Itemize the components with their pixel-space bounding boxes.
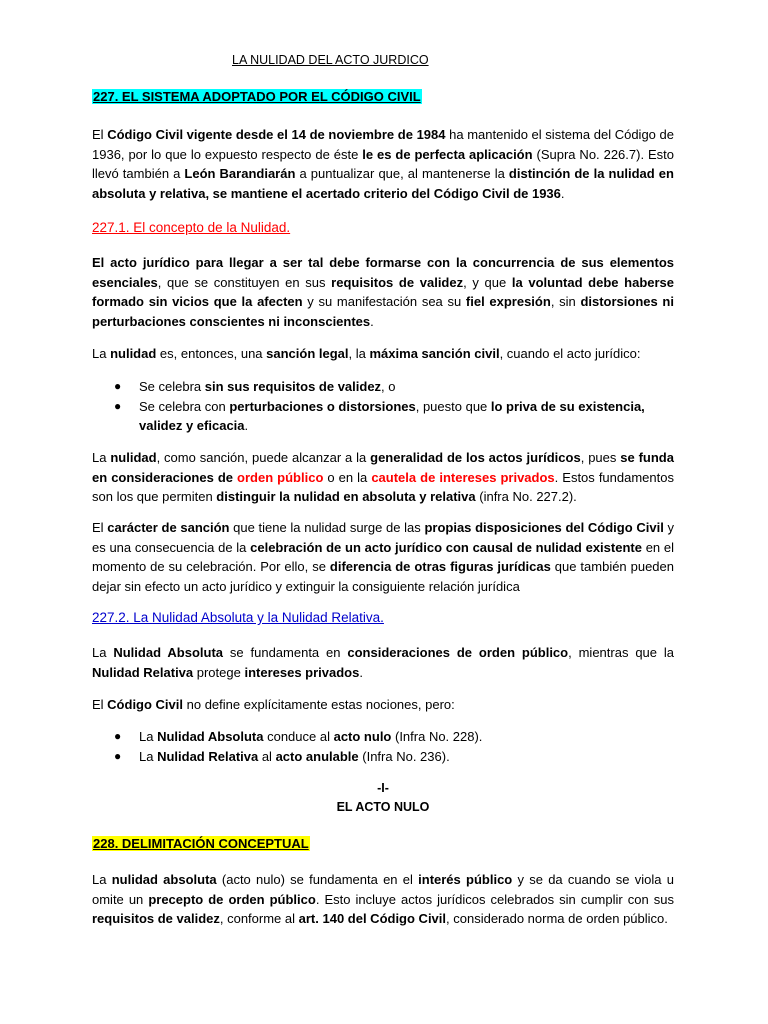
text: se fundamenta en (223, 645, 348, 660)
paragraph-codigo-civil (92, 125, 674, 203)
list-item (92, 397, 674, 436)
text: La (92, 450, 111, 465)
bold-text: Código Civil vigente desde el 14 de noviembre de 1984 (107, 127, 446, 142)
bold-text: diferencia de otras figuras jurídicas (329, 559, 551, 574)
bold-text: propias disposiciones del Código Civil (424, 520, 664, 535)
paragraph-no-define (92, 695, 674, 715)
red-text: cautela de intereses privados (371, 469, 555, 485)
text: , pues (580, 450, 621, 465)
section-heading-227-1: 227.1. El concepto de la Nulidad. (92, 220, 291, 235)
text: . (244, 418, 249, 433)
text: que tiene la nulidad surge de las (229, 520, 425, 535)
bold-text: interés público (418, 872, 513, 887)
text: . (359, 664, 363, 680)
text: , la (348, 346, 370, 361)
section-heading-227: 227. EL SISTEMA ADOPTADO POR EL CÓDIGO CIVIL (93, 89, 421, 104)
bold-text: precepto de orden público (148, 891, 316, 907)
bold-text: la voluntad debe haberse formado sin vicios que la afecten (92, 274, 675, 309)
paragraph-nulidad-sancion (92, 344, 674, 364)
bullet-icon: ● (114, 398, 122, 413)
text: , que se constituyen en sus (157, 274, 332, 290)
text: , conforme al (219, 911, 299, 926)
bold-text: requisitos de validez (331, 274, 464, 290)
text: (Supra No. 226.7). Esto llevó también a (92, 146, 674, 181)
text: , mientras que la (568, 645, 675, 660)
bold-text: carácter de sanción (107, 520, 230, 535)
text: (Infra No. 228). (391, 729, 483, 744)
section-heading-228: 228. DELIMITACIÓN CONCEPTUAL (93, 836, 309, 851)
bold-text: se funda en consideraciones de (92, 450, 674, 485)
text: La (92, 872, 112, 887)
bold-text: Código Civil (107, 697, 184, 712)
text: y su manifestación sea su (302, 294, 466, 309)
text: (infra No. 227.2). (475, 489, 577, 504)
section-heading-227-2: 227.2. La Nulidad Absoluta y la Nulidad Relativa. (92, 610, 384, 625)
part-title: EL ACTO NULO (336, 800, 430, 814)
text: al (258, 748, 276, 764)
text: , y que (463, 274, 512, 290)
bold-text: Nulidad Absoluta (157, 729, 264, 744)
bold-text: sin sus requisitos de validez (204, 379, 382, 394)
text: La (139, 748, 158, 764)
bold-text: le es de perfecta aplicación (362, 146, 533, 162)
paragraph-absoluta-relativa (92, 643, 674, 682)
text: El (92, 520, 108, 535)
bold-text: Nulidad Relativa (92, 664, 194, 680)
text: , considerado norma de orden público. (446, 911, 668, 926)
text: protege (193, 664, 245, 680)
bold-text: fiel expresión (465, 294, 551, 309)
bold-text: distinguir la nulidad en absoluta y relativa (216, 489, 476, 504)
bold-text: lo priva de su existencia, validez y eficacia (139, 398, 645, 433)
paragraph-nulidad-absoluta (92, 870, 674, 929)
bold-text: sanción legal (266, 346, 349, 361)
bullet-icon: ● (114, 748, 122, 763)
text: . Estos fundamentos son los que permiten (92, 469, 674, 504)
bold-text: distorsiones ni perturbaciones conscientes ni inconscientes (92, 294, 674, 329)
text: El (92, 127, 108, 142)
bold-text: acto nulo (333, 729, 392, 744)
bold-text: generalidad de los actos jurídicos (370, 450, 581, 465)
text: , cuando el acto jurídico: (499, 346, 641, 361)
text: , como sanción, puede alcanzar a la (156, 450, 371, 465)
bullet-list-causas (92, 377, 674, 436)
text: La (139, 729, 158, 744)
bullet-icon: ● (114, 729, 122, 743)
bold-text: máxima sanción civil (369, 346, 500, 361)
bold-text: art. 140 del Código Civil (298, 911, 447, 926)
text: Se celebra (139, 379, 205, 394)
text: . Esto incluye actos jurídicos celebrados sin cumplir con sus (315, 891, 674, 907)
text: a puntualizar que, al mantenerse la (295, 166, 509, 181)
text: es, entonces, una (156, 346, 267, 361)
paragraph-caracter-sancion (92, 518, 674, 596)
bold-text: nulidad absoluta (111, 872, 217, 887)
list-item (92, 727, 674, 747)
text: o en la (323, 469, 372, 485)
text: conduce al (263, 729, 334, 744)
text: en el momento de su celebración. Por ello, se (92, 539, 674, 574)
paragraph-concepto (92, 253, 674, 331)
text: Se celebra con (139, 398, 230, 414)
bullet-list-nociones (92, 727, 674, 766)
text: (acto nulo) se fundamenta en el (216, 872, 419, 887)
text: , sin (550, 294, 581, 309)
paragraph-generalidad (92, 448, 674, 507)
bold-text: intereses privados (244, 664, 360, 680)
list-item (92, 377, 674, 397)
bold-text: nulidad (110, 346, 157, 361)
text: y es una consecuencia de la (92, 520, 674, 555)
text: La (92, 346, 111, 361)
text: , puesto que (415, 398, 491, 414)
bold-text: nulidad (110, 450, 157, 465)
bold-text: consideraciones de orden público (347, 645, 569, 660)
bold-text: acto anulable (275, 748, 359, 764)
text: La (92, 645, 114, 660)
bold-text: El acto jurídico para llegar a ser tal debe formarse con la concurrencia de sus elementos esenciales (92, 255, 674, 290)
bullet-icon: ● (114, 379, 122, 393)
text: , o (381, 379, 396, 394)
text: . (560, 185, 565, 201)
bold-text: perturbaciones o distorsiones (229, 398, 416, 414)
bold-text: requisitos de validez (92, 911, 220, 926)
document-title: LA NULIDAD DEL ACTO JURDICO (232, 53, 429, 67)
bold-text: León Barandiarán (184, 166, 296, 181)
text: no define explícitamente estas nociones, pero: (183, 697, 455, 712)
part-numeral: -I- (377, 781, 389, 795)
bold-text: Nulidad Relativa (157, 748, 259, 764)
text: que también pueden dejar sin efecto un acto jurídico y extinguir la consiguiente relación jurídica (92, 559, 674, 594)
text: (Infra No. 236). (358, 748, 450, 764)
text: . (370, 313, 374, 329)
text: ha mantenido el sistema del Código de 1936, por lo que lo expuesto respecto de éste (92, 127, 674, 162)
list-item (92, 747, 674, 767)
text: El (92, 697, 108, 712)
bold-text: distinción de la nulidad en absoluta y relativa, se mantiene el acertado criterio del Código Civil de 1936 (92, 166, 674, 201)
red-text: orden público (237, 469, 324, 485)
bold-text: Nulidad Absoluta (113, 645, 224, 660)
text: y se da cuando se viola u omite un (92, 872, 674, 907)
bold-text: celebración de un acto jurídico con causal de nulidad existente (250, 539, 642, 555)
